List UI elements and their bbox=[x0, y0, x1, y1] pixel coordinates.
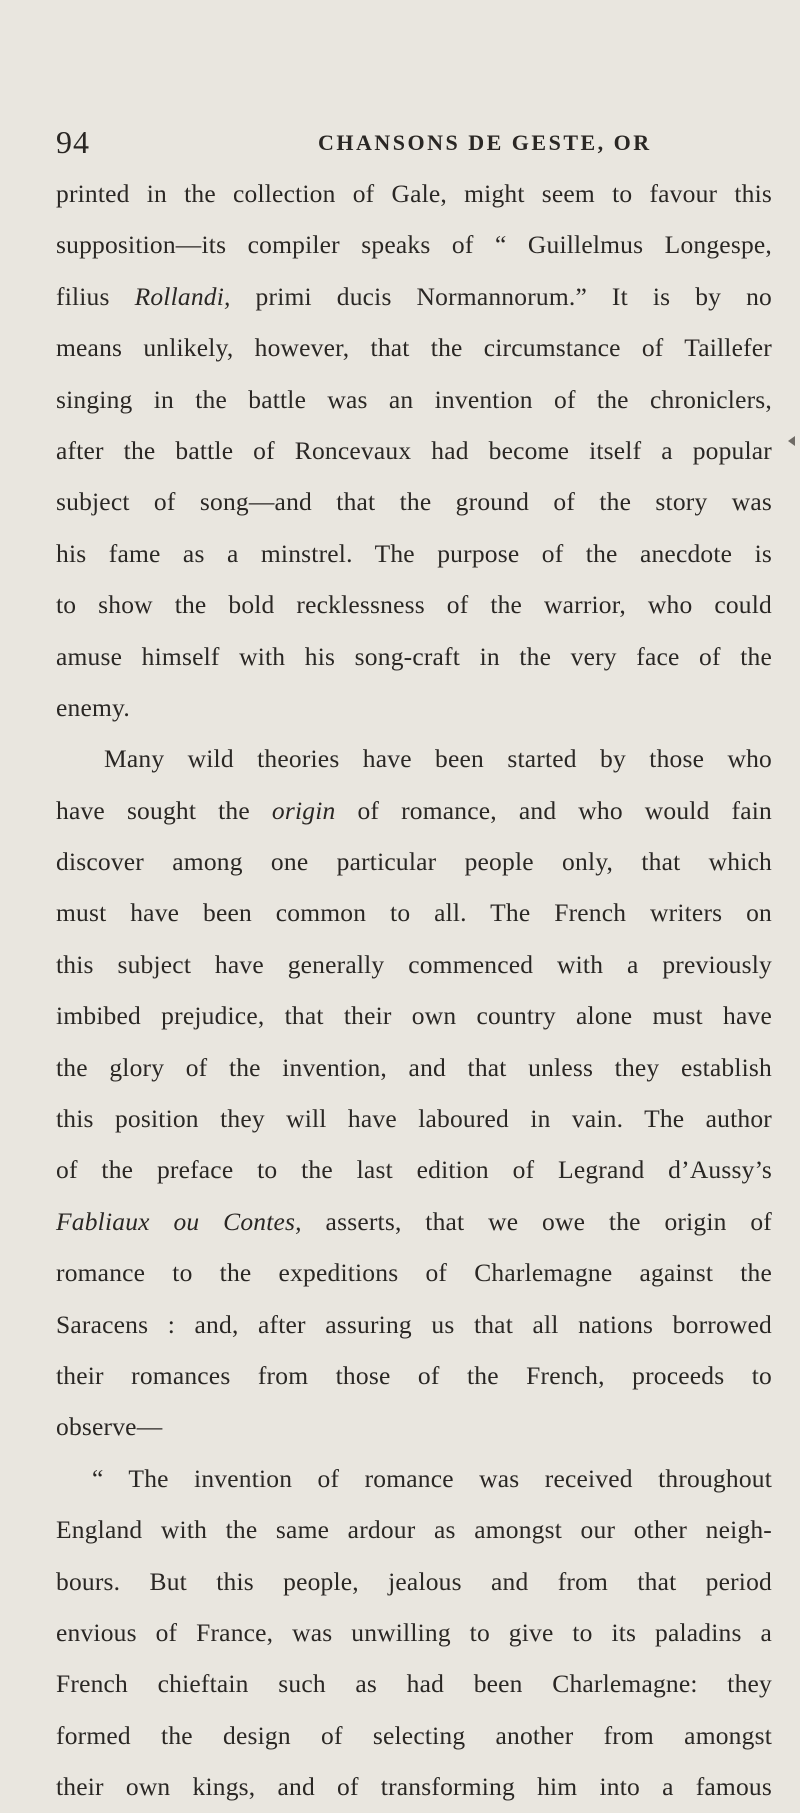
text-line: amuse himself with his song-craft in the very face of the bbox=[56, 641, 772, 671]
page-number: 94 bbox=[56, 124, 90, 160]
italic-text: origin bbox=[271, 795, 336, 825]
text-line: the glory of the invention, and that unless they establish bbox=[56, 1052, 772, 1082]
text-line bbox=[56, 1196, 772, 1247]
text-line: singing in the battle was an invention of the chroniclers, bbox=[56, 384, 772, 414]
text-line: enemy. bbox=[56, 692, 130, 722]
text-run: of romance, and who would fain bbox=[335, 795, 772, 825]
text-line: romance to the expeditions of Charlemagne against the bbox=[56, 1258, 772, 1288]
text-line: Many wild theories have been started by those who bbox=[104, 744, 772, 774]
text-line: to show the bold recklessness of the warrior, who could bbox=[56, 590, 772, 620]
text-line: French chieftain such as had been Charlemagne: they bbox=[56, 1669, 772, 1699]
running-head bbox=[56, 124, 760, 164]
text-line: means unlikely, however, that the circumstance of Taillefer bbox=[56, 333, 772, 363]
text-line: subject of song—and that the ground of the story was bbox=[56, 487, 772, 517]
text-line: observe— bbox=[56, 1412, 163, 1442]
italic-text: Fabliaux ou Contes, bbox=[56, 1206, 302, 1236]
text-line: discover among one particular people only, that which bbox=[56, 847, 772, 877]
text-line: this position they will have laboured in vain. The author bbox=[56, 1104, 772, 1134]
text-line: of the preface to the last edition of Legrand d’Aussy’s bbox=[56, 1155, 772, 1185]
text-line: this subject have generally commenced with a previously bbox=[56, 949, 772, 979]
text-run: filius bbox=[56, 281, 135, 311]
body-text bbox=[56, 168, 772, 1813]
text-line bbox=[56, 271, 772, 322]
running-title: CHANSONS DE GESTE, OR bbox=[318, 130, 652, 155]
text-line: must have been common to all. The French writers on bbox=[56, 898, 772, 928]
text-line: “ The invention of romance was received throughout bbox=[92, 1463, 772, 1493]
text-line: after the battle of Roncevaux had become itself a popular bbox=[56, 435, 772, 465]
text-line: supposition—its compiler speaks of “ Guillelmus Longespe, bbox=[56, 230, 772, 260]
text-line: their romances from those of the French, proceeds to bbox=[56, 1360, 772, 1390]
text-line: envious of France, was unwilling to give to its paladins a bbox=[56, 1617, 772, 1647]
text-line: Saracens : and, after assuring us that all nations borrowed bbox=[56, 1309, 772, 1339]
text-run: primi ducis Normannorum.” It is by no bbox=[230, 281, 772, 311]
text-line: their own kings, and of transforming him into a famous bbox=[56, 1772, 772, 1802]
text-line: England with the same ardour as amongst our other neigh- bbox=[56, 1515, 772, 1545]
text-line bbox=[56, 785, 772, 836]
text-line: his fame as a minstrel. The purpose of the anecdote is bbox=[56, 538, 772, 568]
text-line: imbibed prejudice, that their own country alone must have bbox=[56, 1001, 772, 1031]
text-line: bours. But this people, jealous and from that period bbox=[56, 1566, 772, 1596]
text-line: printed in the collection of Gale, might seem to favour this bbox=[56, 179, 772, 208]
text-line: formed the design of selecting another from amongst bbox=[56, 1720, 772, 1750]
italic-text: Rollandi, bbox=[134, 281, 231, 311]
text-run: have sought the bbox=[56, 795, 272, 825]
margin-mark bbox=[788, 436, 795, 446]
text-run: asserts, that we owe the origin of bbox=[301, 1206, 773, 1236]
